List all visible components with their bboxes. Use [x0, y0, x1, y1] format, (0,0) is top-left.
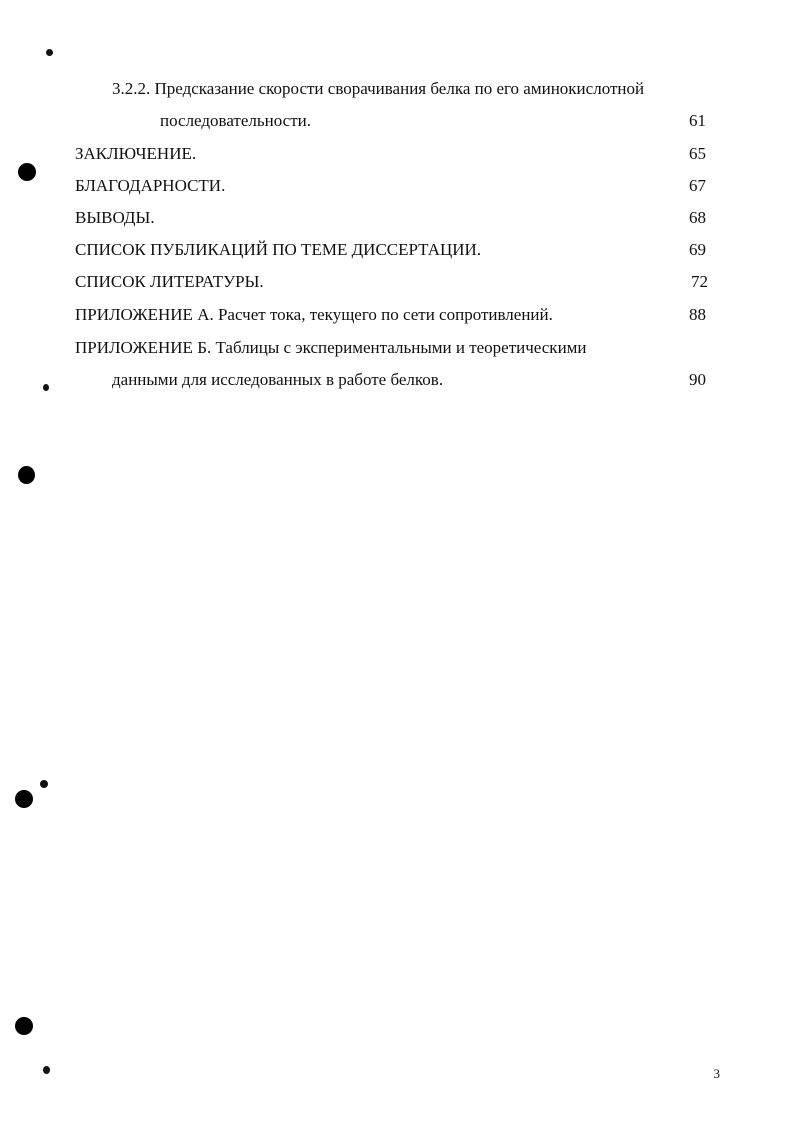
punch-hole: [18, 466, 35, 484]
toc-page-references: 72: [691, 272, 708, 291]
scan-speck: [46, 49, 53, 56]
punch-hole: [15, 1017, 33, 1035]
toc-page-findings: 68: [689, 208, 706, 227]
toc-page-publications: 69: [689, 240, 706, 259]
toc-entry-3-2-2-line1: 3.2.2. Предсказание скорости сворачивания белка по его аминокислотной: [112, 79, 645, 98]
toc-entry-appendix-a: ПРИЛОЖЕНИЕ А. Расчет тока, текущего по сети сопротивлений.: [75, 305, 553, 324]
toc-page-appendix-b: 90: [689, 370, 706, 389]
toc-page-3-2-2: 61: [689, 111, 706, 130]
scan-speck: [43, 1066, 50, 1074]
toc-entry-appendix-b-line1: ПРИЛОЖЕНИЕ Б. Таблицы с экспериментальными и теоретическими: [75, 338, 587, 357]
toc-entry-publications: СПИСОК ПУБЛИКАЦИЙ ПО ТЕМЕ ДИССЕРТАЦИИ.: [75, 240, 482, 259]
toc-entry-references: СПИСОК ЛИТЕРАТУРЫ.: [75, 272, 264, 291]
punch-hole: [15, 790, 33, 808]
toc-entry-3-2-2-line2: последовательности.: [160, 111, 311, 130]
scan-speck: [43, 384, 49, 391]
toc-entry-appendix-b-line2: данными для исследованных в работе белков.: [112, 370, 444, 389]
scan-speck: [40, 780, 48, 788]
page-number: 3: [713, 1066, 720, 1081]
toc-entry-acknowledgements: БЛАГОДАРНОСТИ.: [75, 176, 226, 195]
punch-hole: [18, 163, 36, 181]
toc-page-appendix-a: 88: [689, 305, 706, 324]
toc-page-conclusion: 65: [689, 144, 706, 163]
toc-page-acknowledgements: 67: [689, 176, 706, 195]
toc-entry-conclusion: ЗАКЛЮЧЕНИЕ.: [75, 144, 197, 163]
toc-entry-findings: ВЫВОДЫ.: [75, 208, 155, 227]
